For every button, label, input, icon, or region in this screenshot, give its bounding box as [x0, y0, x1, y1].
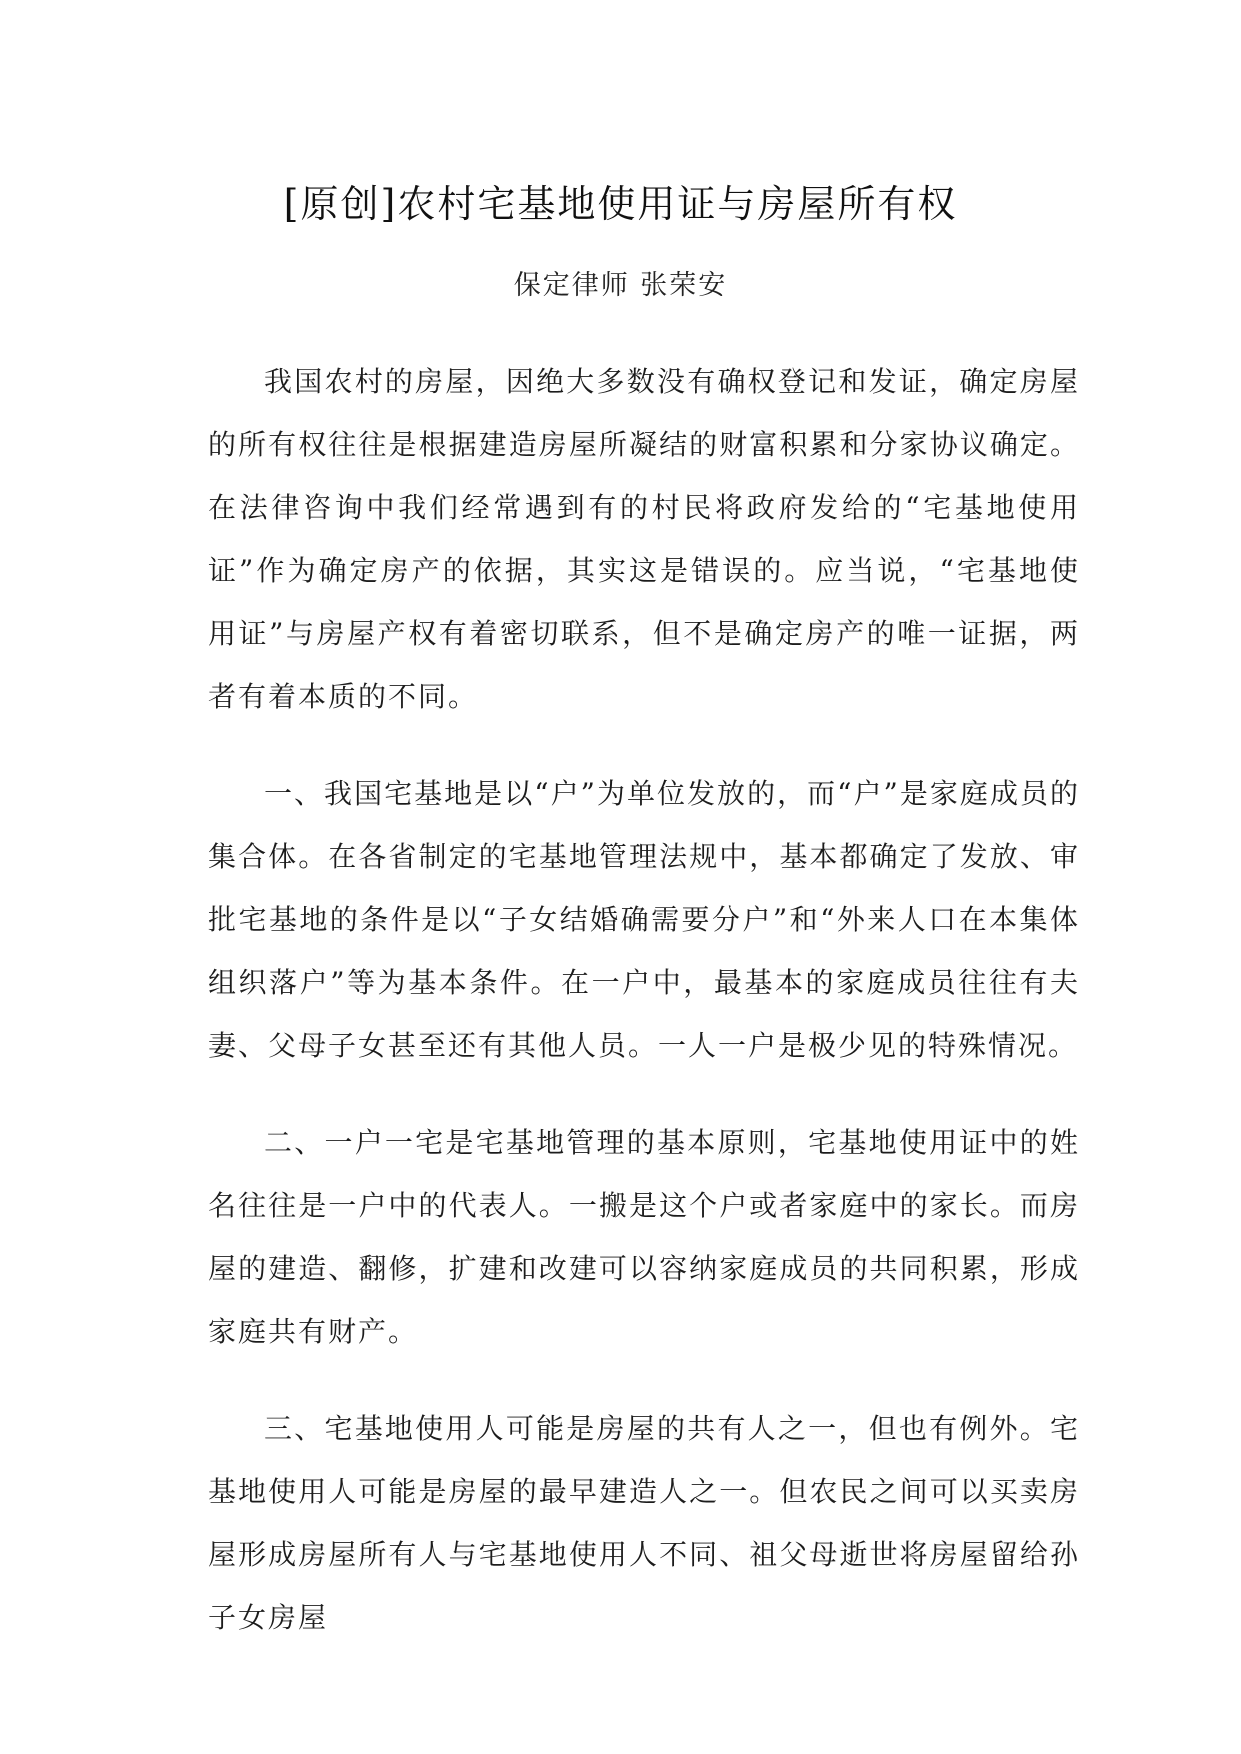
document-title: [原创]农村宅基地使用证与房屋所有权	[283, 182, 958, 226]
paragraph-point-one: 一、我国宅基地是以“户”为单位发放的，而“户”是家庭成员的集合体。在各省制定的宅基地管理法规中，基本都确定了发放、审批宅基地的条件是以“子女结婚确需要分户”和“外来人口在本集体组织落户”等为基本条件。在一户中，最基本的家庭成员往往有夫妻、父母子女甚至还有其他人员。一人一户是极少见的特殊情况。	[208, 777, 1080, 1062]
document-author: 保定律师 张荣安	[513, 270, 728, 301]
paragraph-point-two: 二、一户一宅是宅基地管理的基本原则，宅基地使用证中的姓名往往是一户中的代表人。一搬是这个户或者家庭中的家长。而房屋的建造、翻修，扩建和改建可以容纳家庭成员的共同积累，形成家庭共有财产。	[208, 1126, 1080, 1348]
paragraph-point-three: 三、宅基地使用人可能是房屋的共有人之一，但也有例外。宅基地使用人可能是房屋的最早建造人之一。但农民之间可以买卖房屋形成房屋所有人与宅基地使用人不同、祖父母逝世将房屋留给孙子女房屋	[208, 1412, 1080, 1634]
paragraph-intro: 我国农村的房屋，因绝大多数没有确权登记和发证，确定房屋的所有权往往是根据建造房屋所凝结的财富积累和分家协议确定。在法律咨询中我们经常遇到有的村民将政府发给的“宅基地使用证”作为确定房产的依据，其实这是错误的。应当说，“宅基地使用证”与房屋产权有着密切联系，但不是确定房产的唯一证据，两者有着本质的不同。	[208, 365, 1080, 713]
document-body	[208, 350, 1080, 1683]
